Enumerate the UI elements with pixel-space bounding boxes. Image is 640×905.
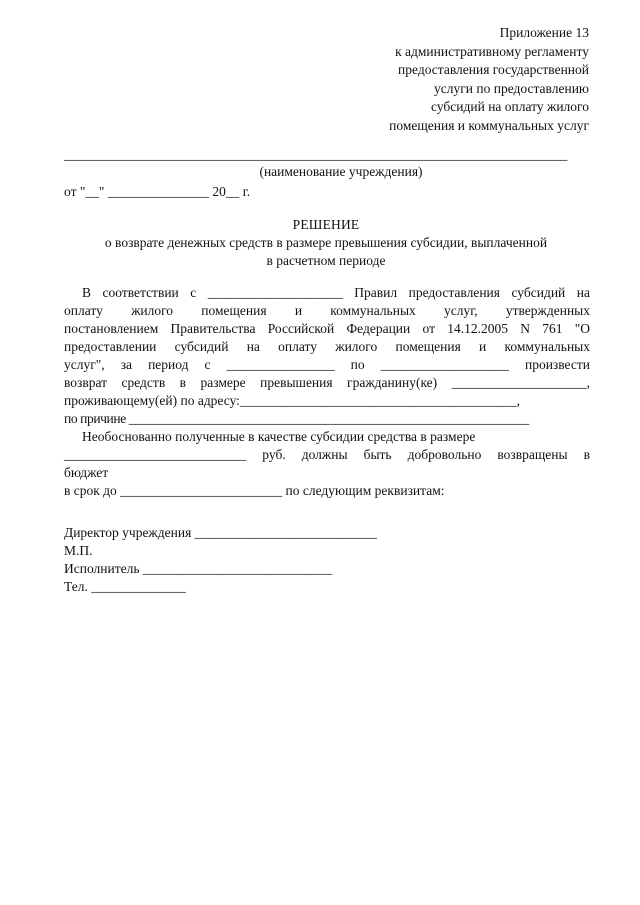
- appendix-line: предоставления государственной: [398, 62, 589, 78]
- body-line: бюджет: [64, 465, 109, 480]
- body-line: проживающему(ей) по адресу:_________________________________________,: [64, 393, 521, 408]
- executor-signature-field[interactable]: Исполнитель ____________________________: [64, 561, 332, 576]
- appendix-line: к административному регламенту: [395, 43, 589, 59]
- decision-body: [64, 284, 590, 500]
- director-signature-field[interactable]: Директор учреждения ___________________________: [64, 525, 377, 540]
- decision-date-field[interactable]: от "__" _______________ 20__ г.: [64, 184, 251, 199]
- appendix-line: услуги по предоставлению: [434, 80, 589, 96]
- body-line: Необоснованно полученные в качестве субсидии средства в размере: [82, 429, 476, 444]
- body-line: возврат средств в размере превышения гражданину(ке) ____________________,: [64, 375, 590, 390]
- signature-block: [64, 524, 464, 596]
- stamp-label: М.П.: [64, 543, 93, 558]
- decision-subtitle: о возврате денежных средств в размере превышения субсидии, выплаченной: [104, 235, 548, 250]
- body-line: постановлением Правительства Российской Федерации от 14.12.2005 N 761 "О: [64, 321, 590, 336]
- body-line: ___________________________ руб. должны быть добровольно возвращены в: [64, 447, 590, 462]
- body-line: в срок до ________________________ по следующим реквизитам:: [64, 483, 445, 498]
- institution-block: [64, 148, 588, 201]
- appendix-line: Приложение 13: [499, 25, 589, 40]
- body-line: услуг", за период с ________________ по ___________________ произвести: [64, 357, 590, 372]
- body-line: оплату жилого помещения и коммунальных услуг, утвержденных: [64, 303, 590, 318]
- decision-title: РЕШЕНИЕ: [292, 217, 360, 232]
- decision-heading: [64, 216, 588, 270]
- phone-field[interactable]: Тел. ______________: [64, 579, 186, 594]
- appendix-line: субсидий на оплату жилого: [431, 99, 589, 115]
- body-line: В соответствии с ____________________ Правил предоставления субсидий на: [82, 285, 590, 300]
- institution-caption: (наименование учреждения): [259, 164, 423, 179]
- body-line: предоставлении субсидий на оплату жилого помещения и коммунальных: [64, 339, 590, 354]
- appendix-header: [329, 24, 589, 136]
- appendix-line: помещения и коммунальных услуг: [389, 117, 589, 133]
- body-line: по причине _______________________________________________________________: [64, 411, 529, 426]
- decision-subtitle: в расчетном периоде: [266, 253, 386, 268]
- institution-name-field[interactable]: ______________________________________________________________________________: [64, 148, 568, 162]
